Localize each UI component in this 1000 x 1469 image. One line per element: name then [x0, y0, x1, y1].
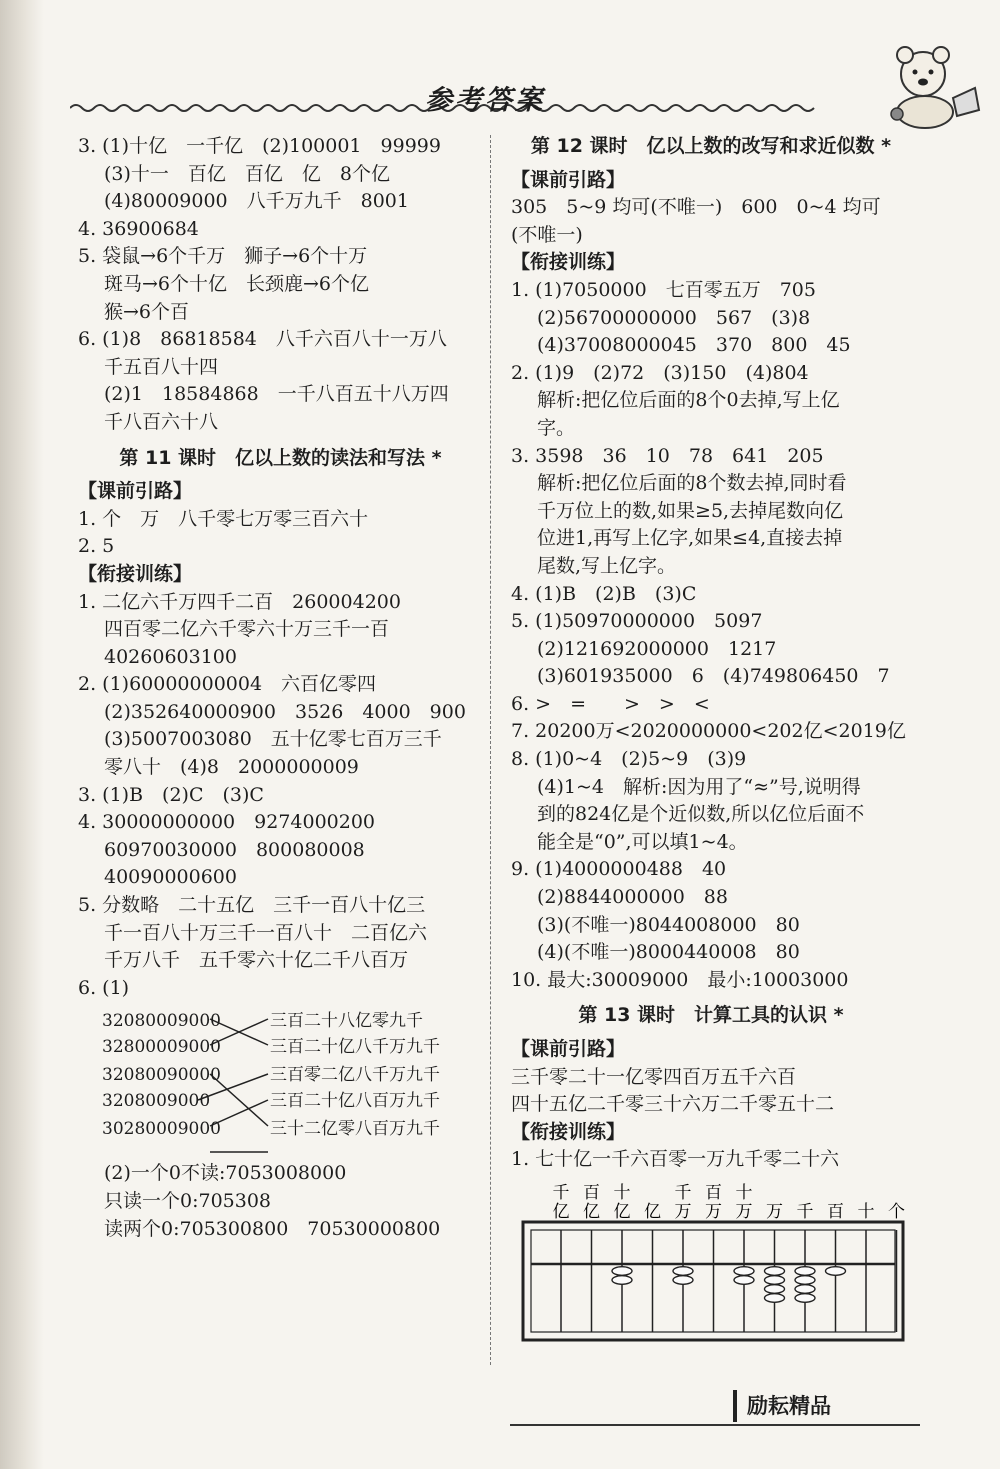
answer-line: (2)1 18584868 一千八百五十八万四	[104, 383, 449, 406]
answer-line: (4)(不唯一)8000440008 80	[537, 941, 800, 964]
abacus-place-label: 亿	[613, 1201, 631, 1222]
answer-line: 读两个0:705300800 70530000800	[104, 1217, 441, 1240]
answer-line: 7. 20200万<2020000000<202亿<2019亿	[511, 720, 906, 743]
answer-line: 千八百六十八	[104, 410, 219, 433]
answer-line: 千五百八十四	[104, 355, 219, 378]
answer-line: 只读一个0:705308	[104, 1190, 272, 1212]
abacus-bead	[826, 1267, 846, 1276]
abacus-place-label: 亿	[583, 1201, 600, 1222]
answer-line: 猴→6个百	[104, 300, 190, 323]
answer-line: (4)1~4 解析:因为用了“≈”号,说明得	[537, 775, 861, 798]
abacus-top-label: 百	[705, 1182, 722, 1203]
section-heading-pre: 【课前引路】	[78, 480, 193, 503]
abacus-top-label: 百	[583, 1182, 600, 1203]
answer-line: 60970030000 800080008	[104, 838, 365, 861]
answer-line: (3)十一 百亿 百亿 亿 8个亿	[104, 162, 391, 185]
section-heading-pre: 【课前引路】	[511, 1038, 626, 1060]
answer-line: 40260603100	[104, 645, 237, 668]
answer-line: (2)56700000000 567 (3)8	[537, 306, 811, 329]
page-binding-shadow	[0, 0, 44, 1469]
abacus-top-label: 千	[552, 1182, 570, 1203]
answer-line: 1. 二亿六千万四千二百 260004200	[78, 590, 401, 613]
answer-line: 5. (1)50970000000 5097	[511, 610, 763, 633]
answer-line: 能全是“0”,可以填1~4。	[537, 830, 748, 853]
answer-line: 4. 36900684	[78, 217, 199, 240]
answer-line: (4)37008000045 370 800 45	[537, 334, 851, 357]
bear-mascot-icon	[875, 40, 985, 130]
answer-line: 2. (1)60000000004 六百亿零四	[78, 673, 377, 696]
abacus-bead	[795, 1285, 815, 1294]
answer-line: (2)8844000000 88	[537, 886, 728, 909]
abacus-bead	[612, 1276, 632, 1285]
abacus-place-label: 万	[705, 1201, 722, 1222]
abacus-bead	[734, 1267, 754, 1276]
abacus-bead	[765, 1285, 785, 1294]
abacus-place-label: 亿	[552, 1201, 570, 1222]
match-text: 三百二十八亿零九千	[270, 1011, 423, 1032]
abacus-bead	[673, 1276, 693, 1285]
abacus-place-label: 亿	[644, 1201, 661, 1222]
answer-line: 尾数,写上亿字。	[537, 554, 677, 577]
abacus-top-label: 十	[735, 1182, 753, 1203]
answer-line: 1. 个 万 八千零七万零三百六十	[78, 507, 369, 530]
match-number: 32080090000	[102, 1065, 221, 1086]
answer-line: 字。	[537, 416, 576, 439]
answer-line: 8. (1)0~4 (2)5~9 (3)9	[511, 748, 747, 771]
answer-line: 位进1,再写上亿字,如果≤4,直接去掉	[537, 527, 843, 550]
lesson-13-title: 第 13 课时 计算工具的认识 *	[578, 1004, 844, 1027]
answer-line: (2)一个0不读:7053008000	[104, 1162, 347, 1185]
abacus-bead	[765, 1276, 785, 1285]
answer-line: 40090000600	[104, 866, 237, 889]
answer-line: 4. 30000000000 9274000200	[78, 811, 376, 834]
answer-line: 1. 七十亿一千六百零一万九千零二十六	[511, 1148, 840, 1171]
matching-exercise	[78, 1008, 483, 1160]
answer-line: 千万八千 五千零六十亿二千八百万	[104, 949, 409, 972]
answer-line: 三千零二十一亿零四百万五千六百	[511, 1065, 797, 1088]
lesson-12-title: 第 12 课时 亿以上数的改写和求近似数 *	[530, 135, 892, 157]
match-text: 三十二亿零八百万九千	[270, 1119, 440, 1140]
answer-line: 5. 袋鼠→6个千万 狮子→6个十万	[78, 245, 368, 268]
footer-rule	[510, 1424, 920, 1426]
abacus-bead	[612, 1267, 632, 1276]
abacus-bead	[795, 1276, 815, 1285]
lesson-11-title: 第 11 课时 亿以上数的读法和写法 *	[119, 446, 442, 469]
match-text: 三百零二亿八千万九千	[270, 1065, 440, 1086]
match-text: 三百二十亿八百万九千	[270, 1091, 440, 1112]
answer-line: (2)121692000000 1217	[537, 637, 777, 660]
abacus-place-label: 万	[674, 1201, 692, 1222]
answer-line: (不唯一)	[511, 223, 583, 246]
abacus-bead	[765, 1294, 785, 1303]
page-title: 参考答案	[425, 85, 545, 116]
answer-line: (2)352640000900 3526 4000 900	[104, 700, 466, 723]
match-number: 32080009000	[102, 1011, 221, 1032]
abacus-drawing	[511, 1180, 911, 1345]
answer-line: 零八十 (4)8 2000000009	[104, 756, 359, 779]
answer-line: 2. (1)9 (2)72 (3)150 (4)804	[511, 361, 809, 384]
match-number: 3208009000	[102, 1091, 211, 1112]
abacus-place-label: 个	[888, 1201, 905, 1222]
abacus-place-label: 千	[796, 1201, 814, 1222]
answer-line: 到的824亿是个近似数,所以亿位后面不	[537, 803, 865, 826]
section-heading-pre: 【课前引路】	[511, 168, 626, 191]
answer-line: 四十五亿二千零三十六万二千零五十二	[511, 1093, 835, 1116]
answer-line: 千万位上的数,如果≥5,去掉尾数向亿	[537, 499, 844, 522]
abacus-place-label: 百	[827, 1201, 844, 1222]
answer-line: (3)(不唯一)8044008000 80	[537, 913, 800, 936]
answer-line: 解析:把亿位后面的8个0去掉,写上亿	[537, 389, 840, 412]
column-divider	[490, 135, 493, 1365]
abacus-bead	[795, 1267, 815, 1276]
page-header	[70, 68, 930, 116]
answer-line: 3. 3598 36 10 78 641 205	[511, 444, 824, 467]
answer-line: 6. (1)8 86818584 八千六百八十一万八	[78, 328, 447, 351]
abacus-top-label: 千	[674, 1182, 692, 1203]
answer-line: 6. > = > > <	[511, 692, 710, 715]
abacus-bead	[765, 1267, 785, 1276]
section-heading-train: 【衔接训练】	[511, 1120, 626, 1143]
answer-line: 305 5~9 均可(不唯一) 600 0~4 均可	[511, 196, 881, 219]
section-heading-train: 【衔接训练】	[78, 562, 193, 585]
match-text: 三百二十亿八千万九千	[270, 1037, 440, 1058]
answer-line: 10. 最大:30009000 最小:10003000	[511, 968, 849, 991]
abacus-diagram	[511, 1180, 911, 1345]
abacus-bead	[795, 1294, 815, 1303]
answer-line: (4)80009000 八千万九千 8001	[104, 190, 409, 213]
answer-line: 千一百八十万三千一百八十 二百亿六	[104, 921, 428, 944]
answer-line: 1. (1)7050000 七百零五万 705	[511, 278, 816, 301]
left-column	[78, 133, 483, 1243]
abacus-bead	[734, 1276, 754, 1285]
abacus-place-label: 万	[735, 1201, 753, 1222]
answer-line: (3)5007003080 五十亿零七百万三千	[104, 728, 442, 751]
footer-brand-text: 励耘精品	[747, 1394, 831, 1418]
abacus-place-label: 万	[766, 1201, 783, 1222]
answer-line: 2. 5	[78, 535, 115, 558]
answer-line: 四百零二亿六千零六十万三千一百	[104, 618, 390, 641]
answer-line: 3. (1)B (2)C (3)C	[78, 783, 264, 806]
section-heading-train: 【衔接训练】	[511, 251, 626, 274]
abacus-bead	[673, 1267, 693, 1276]
answer-line: 9. (1)4000000488 40	[511, 858, 727, 881]
answer-line: 斑马→6个十亿 长颈鹿→6个亿	[104, 272, 370, 295]
answer-line: 解析:把亿位后面的8个数去掉,同时看	[537, 472, 847, 495]
footer-brand	[733, 1390, 922, 1422]
answer-line: 4. (1)B (2)B (3)C	[511, 582, 697, 605]
answer-line: (3)601935000 6 (4)749806450 7	[537, 665, 890, 688]
abacus-top-label: 十	[613, 1182, 631, 1203]
answer-line: 3. (1)十亿 一千亿 (2)100001 99999	[78, 135, 441, 157]
abacus-place-label: 十	[857, 1201, 875, 1222]
match-number: 32800009000	[102, 1037, 221, 1058]
right-column	[511, 133, 911, 1345]
answer-line: 6. (1)	[78, 976, 130, 999]
match-number: 30280009000	[102, 1119, 221, 1140]
answer-line: 5. 分数略 二十五亿 三千一百八十亿三	[78, 894, 426, 917]
